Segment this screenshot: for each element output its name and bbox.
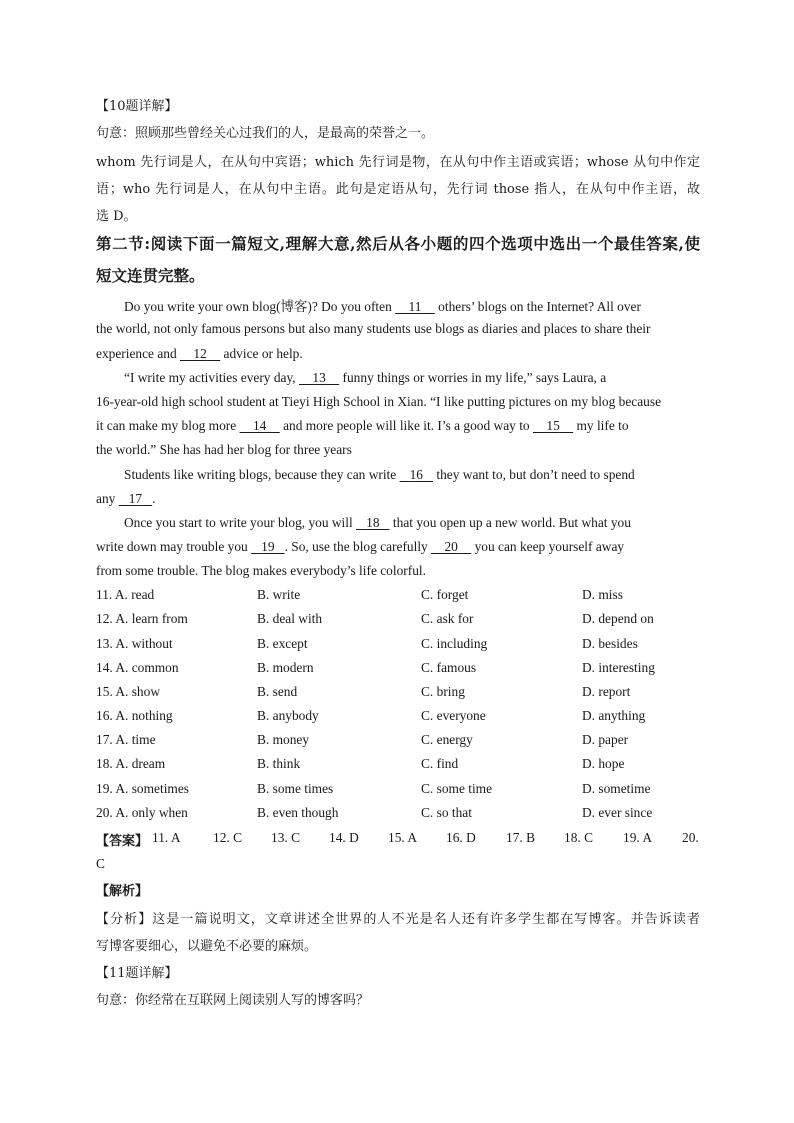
- option-d: D. interesting: [582, 660, 655, 675]
- option-c: C. including: [421, 636, 488, 651]
- option-row-11: [96, 587, 716, 605]
- answer-item: 12. C: [213, 830, 243, 845]
- section-title-line-2: 短文连贯完整。: [96, 266, 205, 285]
- option-a: 13. A. without: [96, 636, 173, 651]
- option-a: 20. A. only when: [96, 805, 188, 820]
- option-a: 12. A. learn from: [96, 611, 188, 626]
- answer-item: 17. B: [506, 830, 536, 845]
- detail-11-heading: 【11题详解】: [96, 966, 178, 981]
- option-d: D. paper: [582, 732, 629, 747]
- detail-10-heading: 【10题详解】: [96, 99, 178, 114]
- blank-15: 15: [546, 418, 560, 433]
- blank-19: 19: [261, 539, 275, 554]
- option-row-15: [96, 684, 716, 702]
- option-b: B. some times: [257, 781, 334, 796]
- option-b: B. even though: [257, 805, 339, 820]
- analysis-label: 【解析】: [96, 884, 149, 899]
- passage-line: Once you start to write your blog, you will 18 that you open up a new world. But what you: [124, 515, 631, 530]
- option-d: D. hope: [582, 756, 625, 771]
- answer-item: 18. C: [564, 830, 594, 845]
- blank-12: 12: [193, 346, 207, 361]
- option-c: C. forget: [421, 587, 469, 602]
- blank-18: 18: [366, 515, 380, 530]
- passage-line: Do you write your own blog(博客)? Do you often 11 others’ blogs on the Internet? All over: [124, 299, 641, 314]
- detail-10-explanation-line-2: 语；who 先行词是人，在从句中主语。此句是定语从句，先行词 those 指人，在从句中作主语，故: [96, 182, 700, 197]
- option-d: D. depend on: [582, 611, 654, 626]
- option-d: D. anything: [582, 708, 646, 723]
- option-a: 14. A. common: [96, 660, 179, 675]
- option-b: B. modern: [257, 660, 314, 675]
- option-c: C. everyone: [421, 708, 486, 723]
- passage-line: the world.” She has had her blog for three years: [96, 442, 352, 457]
- option-b: B. deal with: [257, 611, 323, 626]
- option-c: C. energy: [421, 732, 473, 747]
- option-row-13: [96, 636, 716, 654]
- option-d: D. sometime: [582, 781, 651, 796]
- answer-item: 14. D: [329, 830, 359, 845]
- option-b: B. anybody: [257, 708, 319, 723]
- option-a: 17. A. time: [96, 732, 156, 747]
- analysis-line-2: 写博客要细心，以避免不必要的麻烦。: [96, 939, 318, 954]
- option-a: 18. A. dream: [96, 756, 166, 771]
- option-row-19: [96, 781, 716, 799]
- option-c: C. ask for: [421, 611, 474, 626]
- answer-item: 15. A: [388, 830, 418, 845]
- option-b: B. send: [257, 684, 298, 699]
- option-row-16: [96, 708, 716, 726]
- answer-item: 13. C: [271, 830, 301, 845]
- option-c: C. famous: [421, 660, 477, 675]
- answer-last: C: [96, 856, 105, 871]
- option-row-14: [96, 660, 716, 678]
- blank-11: 11: [408, 299, 422, 314]
- option-b: B. think: [257, 756, 301, 771]
- option-d: D. besides: [582, 636, 638, 651]
- option-b: B. write: [257, 587, 301, 602]
- option-a: 16. A. nothing: [96, 708, 173, 723]
- option-row-17: [96, 732, 716, 750]
- option-c: C. find: [421, 756, 459, 771]
- option-a: 15. A. show: [96, 684, 160, 699]
- option-c: C. bring: [421, 684, 465, 699]
- answer-item: 19. A: [623, 830, 653, 845]
- blank-16: 16: [409, 467, 423, 482]
- blank-13: 13: [312, 370, 326, 385]
- option-a: 19. A. sometimes: [96, 781, 189, 796]
- detail-11-meaning: 句意：你经常在互联网上阅读别人写的博客吗？: [96, 993, 370, 1008]
- passage-line: the world, not only famous persons but also many students use blogs as diaries and places to share their: [96, 321, 651, 336]
- option-row-20: [96, 805, 716, 823]
- option-d: D. report: [582, 684, 631, 699]
- passage-line: from some trouble. The blog makes everybody’s life colorful.: [96, 563, 426, 578]
- detail-10-explanation-line-3: 选 D。: [96, 209, 137, 224]
- section-title-line-1: 第二节:阅读下面一篇短文,理解大意,然后从各小题的四个选项中选出一个最佳答案,使: [96, 234, 700, 253]
- option-d: D. miss: [582, 587, 623, 602]
- passage-line: experience and 12 advice or help.: [96, 346, 303, 361]
- option-d: D. ever since: [582, 805, 653, 820]
- passage-line: “I write my activities every day, 13 funny things or worries in my life,” says Laura, a: [124, 370, 607, 385]
- blank-14: 14: [252, 418, 267, 433]
- passage-line: it can make my blog more 14 and more people will like it. I’s a good way to 15 my life to: [96, 418, 629, 433]
- passage-line: Students like writing blogs, because they can write 16 they want to, but don’t need to spend: [124, 467, 635, 482]
- analysis-line-1: 【分析】这是一篇说明文，文章讲述全世界的人不光是名人还有许多学生都在写博客。并告诉读者: [96, 912, 700, 927]
- option-b: B. except: [257, 636, 308, 651]
- answer-item: 16. D: [446, 830, 476, 845]
- option-row-18: [96, 756, 716, 774]
- answer-row: [96, 830, 700, 848]
- passage-line: write down may trouble you 19 . So, use the blog carefully 20 you can keep yourself away: [96, 539, 625, 554]
- option-a: 11. A. read: [96, 587, 155, 602]
- answer-item: 11. A: [152, 830, 181, 845]
- answer-label: 【答案】: [96, 834, 149, 849]
- detail-10-explanation-line-1: whom 先行词是人，在从句中宾语；which 先行词是物，在从句中作主语或宾语；whose 从句中作定: [96, 155, 700, 170]
- answer-item: 20.: [682, 830, 699, 845]
- option-b: B. money: [257, 732, 310, 747]
- blank-17: 17: [128, 491, 143, 506]
- option-c: C. so that: [421, 805, 472, 820]
- passage-line: 16-year-old high school student at Tieyi High School in Xian. “I like putting pictures on my blog because: [96, 394, 662, 409]
- option-c: C. some time: [421, 781, 493, 796]
- option-row-12: [96, 611, 716, 629]
- blank-20: 20: [444, 539, 458, 554]
- passage-line: any 17 .: [96, 491, 156, 506]
- detail-10-meaning: 句意：照顾那些曾经关心过我们的人，是最高的荣誉之一。: [96, 126, 435, 141]
